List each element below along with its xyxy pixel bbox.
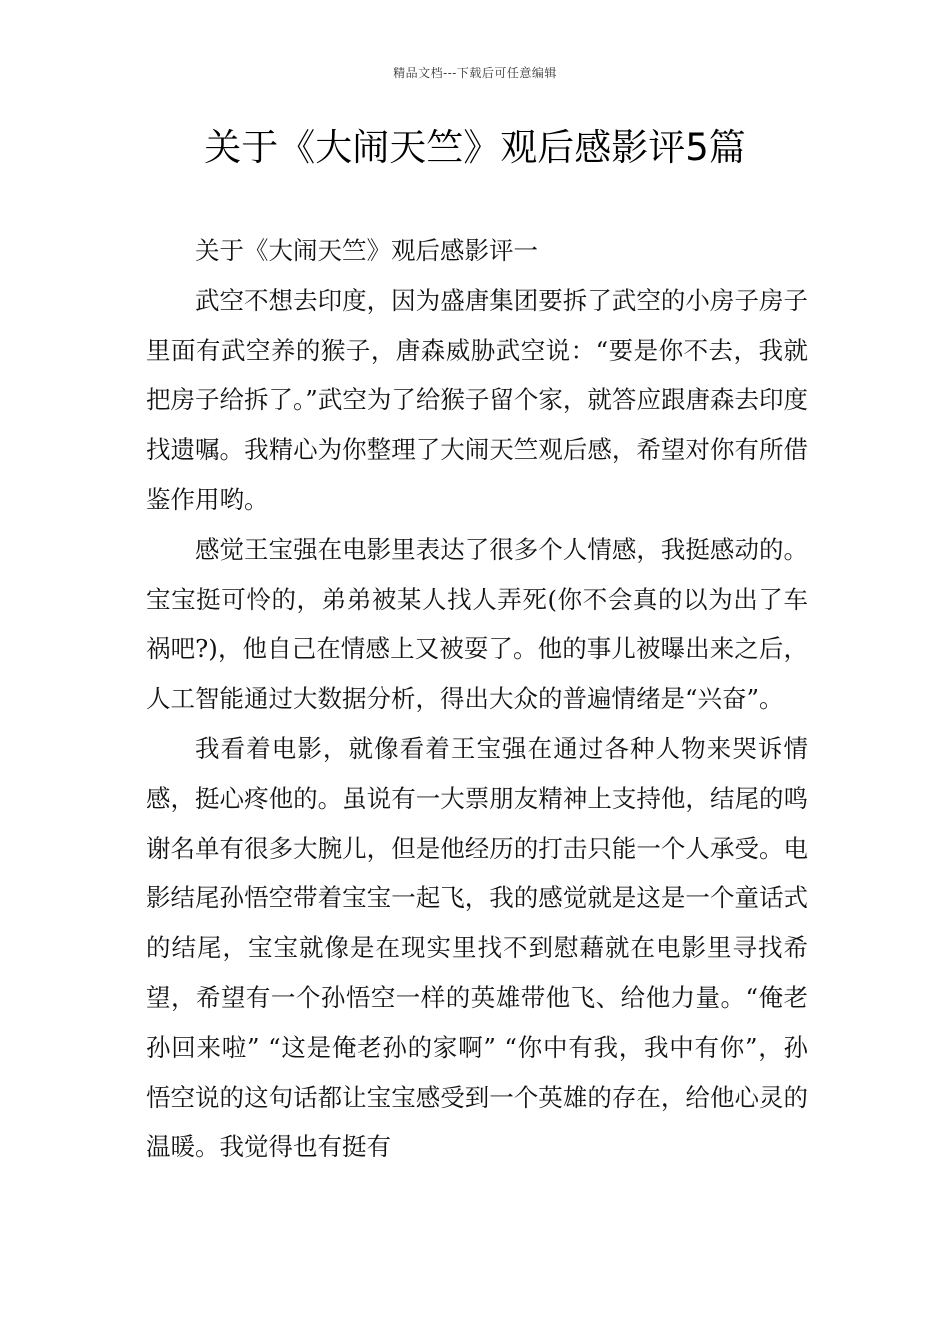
header-note: 精品文档---下载后可任意编辑 (393, 66, 557, 80)
paragraph-1: 武空不想去印度，因为盛唐集团要拆了武空的小房子房子里面有武空养的猴子，唐森威胁武空说：“要是你不去，我就把房子给拆了。”武空为了给猴子留个家，就答应跟唐森去印度找遗嘱。我精心为你整理了大闹天竺观后感，希望对你有所借鉴作用哟。 (146, 285, 808, 514)
section-subheading: 关于《大闹天竺》观后感影评一 (195, 236, 538, 265)
document-body (146, 226, 808, 1172)
document-title: 关于《大闹天竺》观后感影评5篇 (204, 126, 746, 169)
paragraph-3: 我看着电影，就像看着王宝强在通过各种人物来哭诉情感，挺心疼他的。虽说有一大票朋友精神上支持他，结尾的鸣谢名单有很多大腕儿，但是他经历的打击只能一个人承受。电影结尾孙悟空带着宝宝一起飞，我的感觉就是这是一个童话式的结尾，宝宝就像是在现实里找不到慰藉就在电影里寻找希望，希望有一个孙悟空一样的英雄带他飞、给他力量。“俺老孙回来啦” “这是俺老孙的家啊” “你中有我，我中有你”，孙悟空说的这句话都让宝宝感受到一个英雄的存在，给他心灵的温暖。我觉得也有挺有 (146, 733, 808, 1162)
paragraph-2: 感觉王宝强在电影里表达了很多个人情感，我挺感动的。宝宝挺可怜的，弟弟被某人找人弄死(你不会真的以为出了车祸吧?)，他自己在情感上又被耍了。他的事儿被曝出来之后，人工智能通过大数据分析，得出大众的普遍情绪是“兴奋”。 (146, 534, 808, 714)
